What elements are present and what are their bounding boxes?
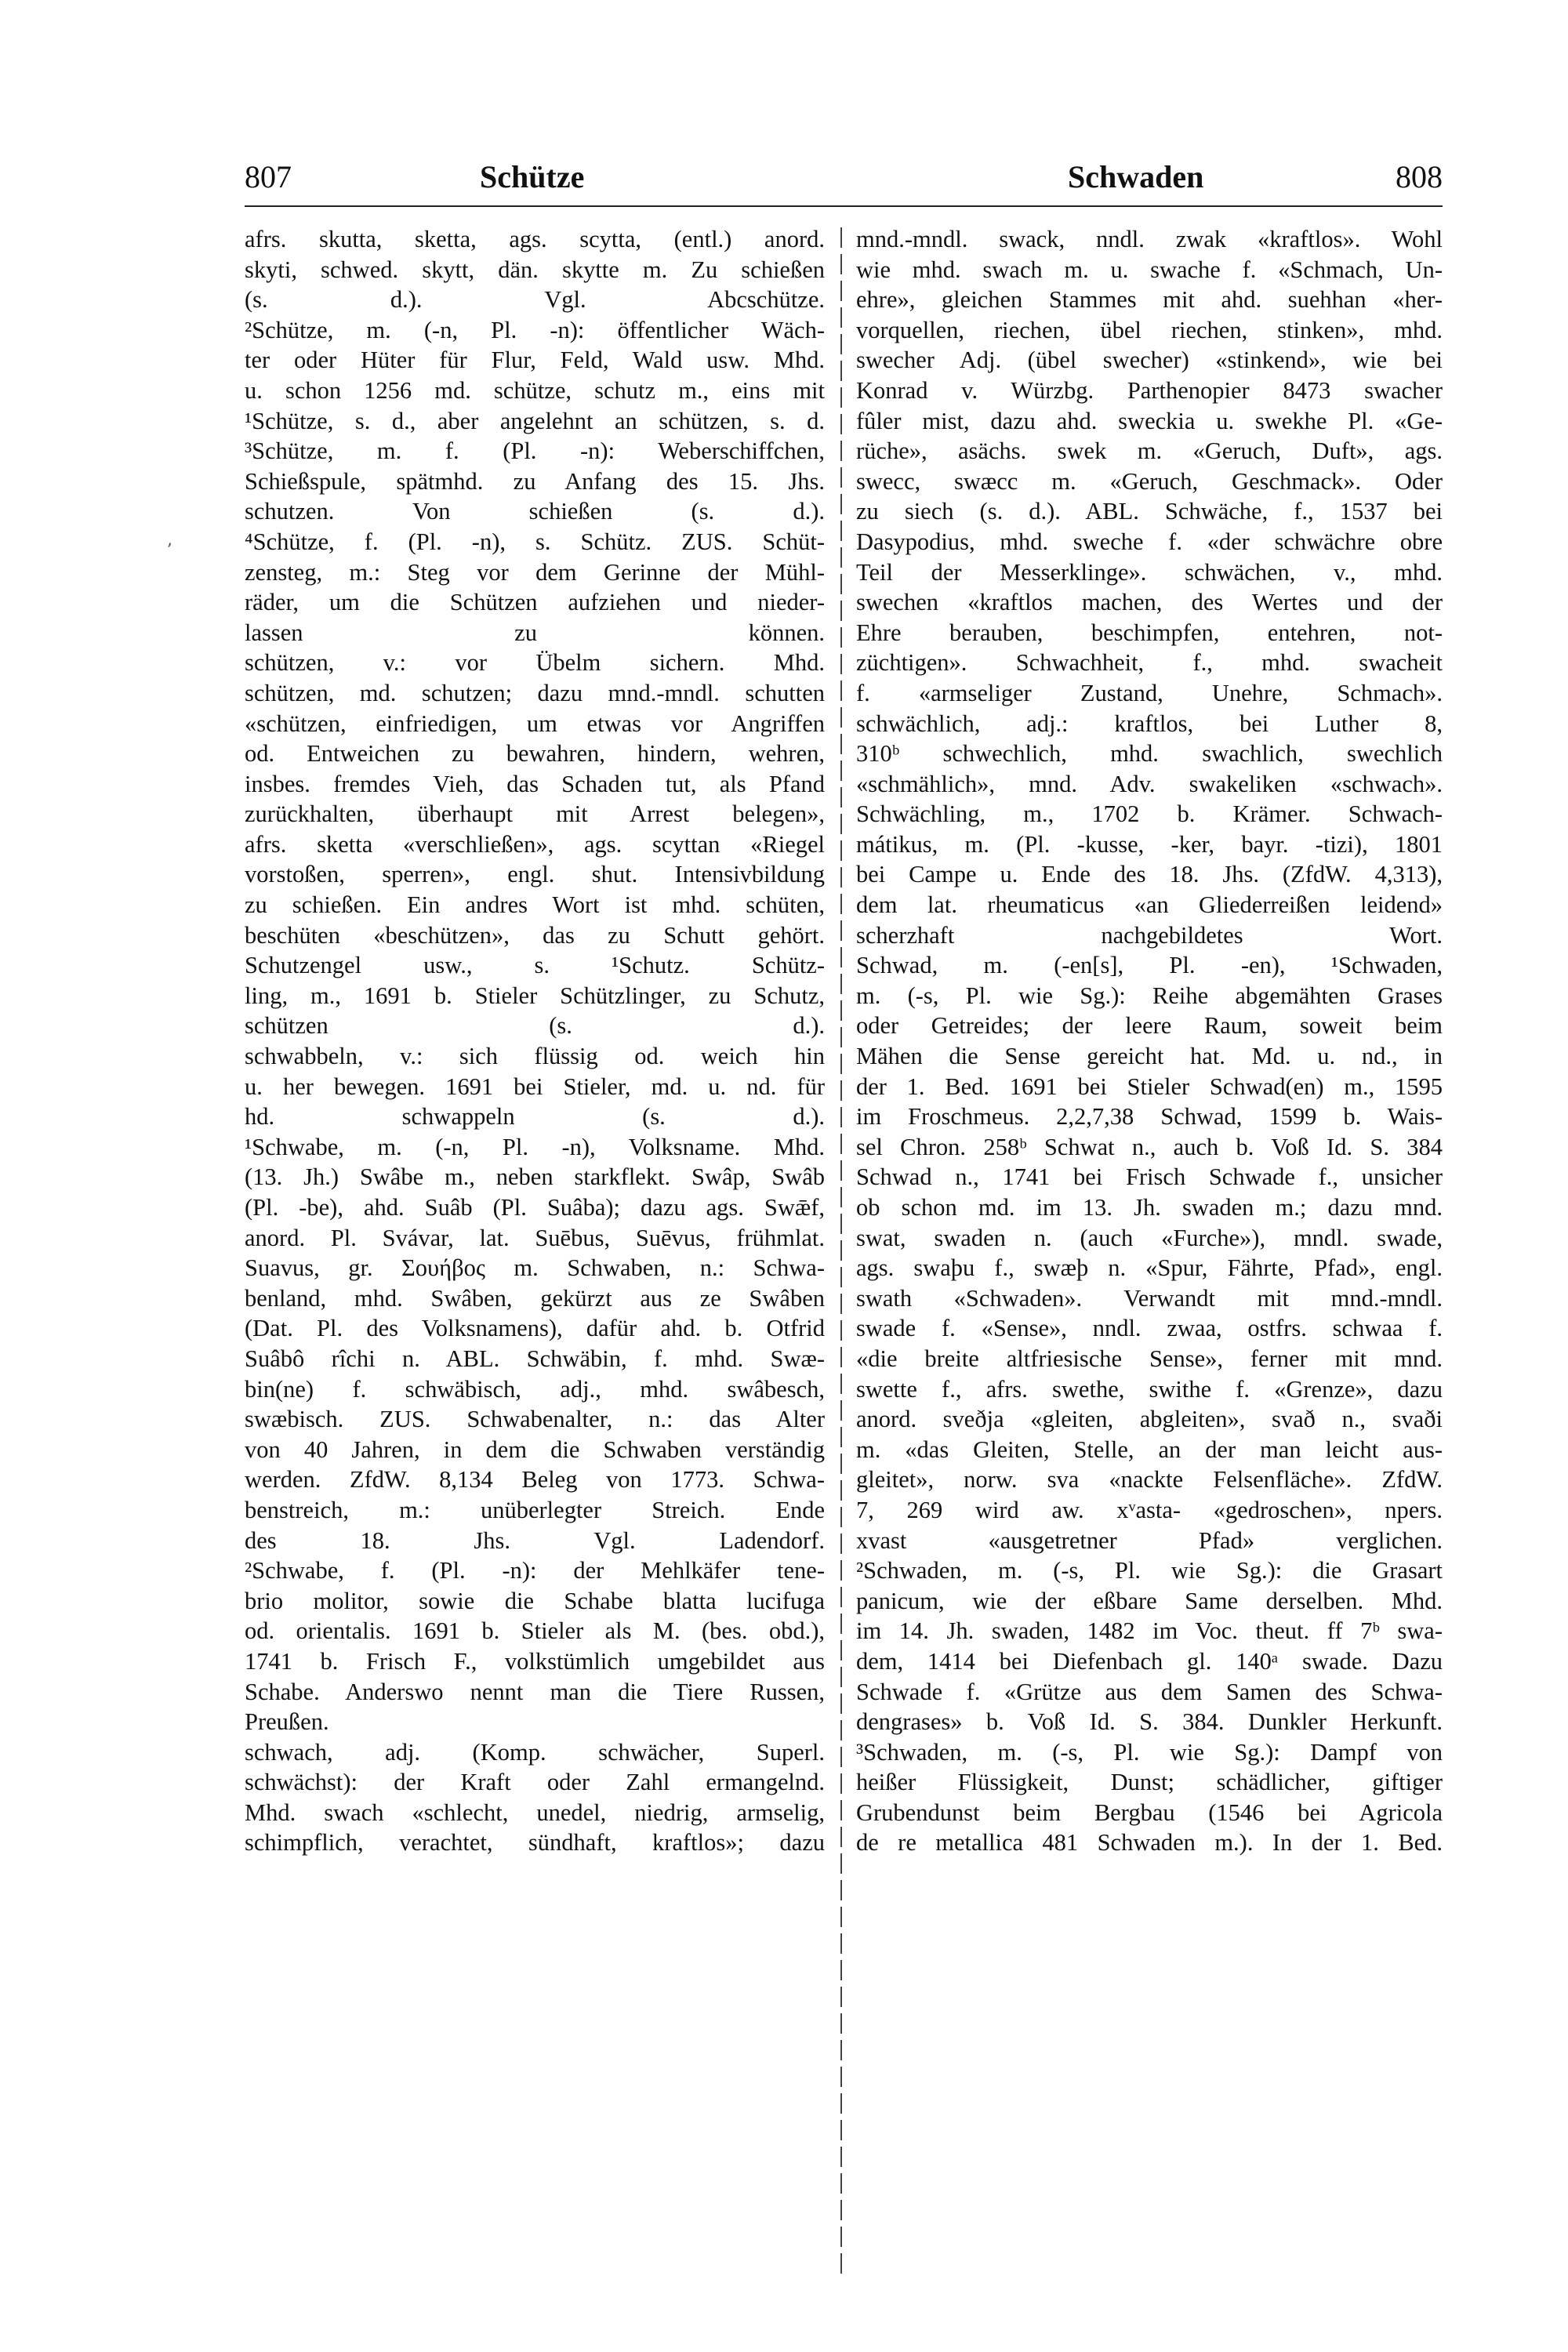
text-line: «die breite altfriesische Sense», ferner mit mnd. (856, 1345, 1443, 1372)
text-line: swath «Schwaden». Verwandt mit mnd.-mndl. (856, 1284, 1443, 1312)
text-line: rüche», asächs. swek m. «Geruch, Duft», ags. (856, 437, 1443, 465)
text-line: bei Campe u. Ende des 18. Jhs. (ZfdW. 4,313), (856, 861, 1443, 888)
text-line: insbes. fremdes Vieh, das Schaden tut, als Pfand (245, 770, 825, 797)
text-line: des 18. Jhs. Vgl. Ladendorf. (245, 1526, 825, 1554)
text-line: 1741 b. Frisch F., volkstümlich umgebildet aus (245, 1647, 825, 1675)
text-line: Konrad v. Würzbg. Parthenopier 8473 swacher (856, 376, 1443, 404)
text-line: (13. Jh.) Swâbe m., neben starkflekt. Swâp, Swâb (245, 1163, 825, 1191)
text-line: bin(ne) f. schwäbisch, adj., mhd. swâbesch, (245, 1375, 825, 1403)
text-line: 310ᵇ schwechlich, mhd. swachlich, swechlich (856, 740, 1443, 768)
header-rule (245, 205, 1443, 207)
text-line: dem, 1414 bei Diefenbach gl. 140ᵃ swade. Dazu (856, 1647, 1443, 1675)
left-page-number: 807 (245, 159, 292, 194)
text-line: od. orientalis. 1691 b. Stieler als M. (bes. obd.), (245, 1617, 825, 1645)
text-line: (s. d.). Vgl. Abcschütze. (245, 286, 825, 314)
left-running-headword: Schütze (480, 159, 585, 194)
text-line: «schützen, einfriedigen, um etwas vor Angriffen (245, 710, 825, 737)
text-line: schützen (s. d.). (245, 1012, 825, 1040)
text-line: Preußen. (245, 1708, 329, 1736)
right-column (856, 224, 1443, 1858)
text-line: scherzhaft nachgebildetes Wort. (856, 921, 1443, 949)
text-line: swechen «kraftlos machen, des Wertes und der (856, 589, 1443, 616)
text-line: (Dat. Pl. des Volksnamens), dafür ahd. b. Otfrid (245, 1315, 825, 1342)
left-column (245, 224, 825, 1858)
text-line: swæbisch. ZUS. Schwabenalter, n.: das Alter (245, 1406, 825, 1433)
text-line: vorstoßen, sperren», engl. shut. Intensivbildung (245, 861, 825, 888)
text-line: Mhd. swach «schlecht, unedel, niedrig, armselig, (245, 1798, 825, 1826)
text-line: ³Schwaden, m. (-s, Pl. wie Sg.): Dampf von (856, 1738, 1443, 1766)
text-line: dengrases» b. Voß Id. S. 384. Dunkler Herkunft. (856, 1708, 1443, 1736)
text-line: Schwächling, m., 1702 b. Krämer. Schwach- (856, 800, 1443, 828)
text-line: werden. ZfdW. 8,134 Beleg von 1773. Schwa- (245, 1466, 825, 1494)
text-line: ³Schütze, m. f. (Pl. -n): Weberschiffchen, (245, 437, 825, 465)
text-line: mnd.-mndl. swack, nndl. zwak «kraftlos». Wohl (856, 226, 1443, 252)
text-line: Suavus, gr. Σουήβος m. Schwaben, n.: Schwa- (245, 1254, 825, 1282)
text-line: der 1. Bed. 1691 bei Stieler Schwad(en) m., 1595 (856, 1073, 1443, 1100)
text-line: schützen, md. schutzen; dazu mnd.-mndl. schutten (245, 679, 825, 706)
text-line: zu schießen. Ein andres Wort ist mhd. schüten, (245, 891, 825, 919)
text-line: zensteg, m.: Steg vor dem Gerinne der Mühl- (245, 558, 825, 586)
text-line: brio molitor, sowie die Schabe blatta lucifuga (245, 1587, 825, 1614)
text-line: ¹Schwabe, m. (-n, Pl. -n), Volksname. Mhd. (245, 1133, 825, 1160)
text-line: schwabbeln, v.: sich flüssig od. weich hin (245, 1043, 825, 1070)
text-line: swette f., afrs. swethe, swithe f. «Grenze», dazu (856, 1375, 1443, 1403)
text-line: züchtigen». Schwachheit, f., mhd. swacheit (856, 649, 1443, 677)
text-line: lassen zu können. (245, 619, 825, 646)
text-line: zurückhalten, überhaupt mit Arrest belegen», (245, 800, 825, 828)
text-line: swat, swaden n. (auch «Furche»), mndl. swade, (856, 1224, 1443, 1251)
text-line: Grubendunst beim Bergbau (1546 bei Agricola (856, 1798, 1443, 1826)
text-line: beschüten «beschützen», das zu Schutt gehört. (245, 921, 825, 949)
text-line: anord. Pl. Svávar, lat. Suēbus, Suēvus, frühmlat. (245, 1224, 825, 1251)
text-line: Schießspule, spätmhd. zu Anfang des 15. Jhs. (245, 467, 825, 495)
text-line: m. «das Gleiten, Stelle, an der man leicht aus- (856, 1436, 1443, 1463)
text-line: schimpflich, verachtet, sündhaft, kraftlos»; dazu (245, 1829, 825, 1857)
text-line: von 40 Jahren, in dem die Schwaben verständig (245, 1436, 825, 1463)
text-line: gleitet», norw. sva «nackte Felsenfläche». ZfdW. (856, 1466, 1443, 1494)
text-line: xvast «ausgetretner Pfad» verglichen. (856, 1526, 1443, 1554)
text-line: schwächst): der Kraft oder Zahl ermangelnd. (245, 1769, 825, 1796)
text-line: heißer Flüssigkeit, Dunst; schädlicher, giftiger (856, 1769, 1443, 1796)
text-line: od. Entweichen zu bewahren, hindern, wehren, (245, 740, 825, 768)
text-line: Teil der Messerklinge». schwächen, v., mhd. (856, 558, 1443, 586)
text-line: ehre», gleichen Stammes mit ahd. suehhan «her- (856, 286, 1443, 314)
text-line: swecher Adj. (übel swecher) «stinkend», wie bei (856, 347, 1443, 374)
text-line: Schwade f. «Grütze aus dem Samen des Schwa- (856, 1678, 1443, 1705)
text-line: Mähen die Sense gereicht hat. Md. u. nd., in (856, 1043, 1443, 1070)
text-line: benstreich, m.: unüberlegter Streich. Ende (245, 1496, 825, 1523)
right-page-number: 808 (1396, 159, 1443, 194)
margin-mark: ʼ (166, 541, 172, 561)
text-line: hd. schwappeln (s. d.). (245, 1103, 825, 1131)
text-line: zu siech (s. d.). ABL. Schwäche, f., 1537 bei (856, 498, 1443, 525)
text-line: wie mhd. swach m. u. swache f. «Schmach, Un- (856, 256, 1443, 283)
text-line: m. (-s, Pl. wie Sg.): Reihe abgemähten Grases (856, 982, 1443, 1009)
text-line: Schwad n., 1741 bei Frisch Schwade f., unsicher (856, 1163, 1443, 1191)
text-line: räder, um die Schützen aufziehen und nieder- (245, 589, 825, 616)
text-line: schutzen. Von schießen (s. d.). (245, 498, 825, 525)
text-line: ags. swaþu f., swæþ n. «Spur, Fährte, Pfad», engl. (856, 1254, 1443, 1282)
text-line: ²Schwaden, m. (-s, Pl. wie Sg.): die Grasart (856, 1557, 1443, 1584)
text-line: Schwad, m. (-en[s], Pl. -en), ¹Schwaden, (856, 952, 1443, 979)
text-line: swade f. «Sense», nndl. zwaa, ostfrs. schwaa f. (856, 1315, 1443, 1342)
page-header (245, 154, 1443, 209)
text-line: de re metallica 481 Schwaden m.). In der 1. Bed. (856, 1829, 1443, 1857)
text-line: dem lat. rheumaticus «an Gliederreißen leidend» (856, 891, 1443, 919)
text-line: ⁴Schütze, f. (Pl. -n), s. Schütz. ZUS. Schüt- (245, 528, 825, 555)
text-line: «schmählich», mnd. Adv. swakeliken «schwach». (856, 770, 1443, 797)
text-line: vorquellen, riechen, übel riechen, stinken», mhd. (856, 316, 1443, 343)
text-line: (Pl. -be), ahd. Suâb (Pl. Suâba); dazu ags. Swǣf, (245, 1194, 825, 1221)
text-line: u. schon 1256 md. schütze, schutz m., eins mit (245, 376, 825, 404)
text-line: Schutzengel usw., s. ¹Schutz. Schütz- (245, 952, 825, 979)
text-line: oder Getreides; der leere Raum, soweit beim (856, 1012, 1443, 1040)
text-line: swecc, swæcc m. «Geruch, Geschmack». Oder (856, 467, 1443, 495)
text-line: Schabe. Anderswo nennt man die Tiere Russen, (245, 1678, 825, 1705)
text-line: Ehre berauben, beschimpfen, entehren, not- (856, 619, 1443, 646)
right-running-headword: Schwaden (1068, 159, 1204, 194)
text-line: f. «armseliger Zustand, Unehre, Schmach». (856, 679, 1443, 706)
text-line: fûler mist, dazu ahd. sweckia u. swekhe Pl. «Ge- (856, 407, 1443, 434)
text-line: ²Schütze, m. (-n, Pl. -n): öffentlicher Wäch- (245, 316, 825, 343)
text-line: afrs. skutta, sketta, ags. scytta, (entl.) anord. (245, 226, 825, 252)
text-line: ling, m., 1691 b. Stieler Schützlinger, zu Schutz, (245, 982, 825, 1009)
text-line: u. her bewegen. 1691 bei Stieler, md. u. nd. für (245, 1073, 825, 1100)
text-line: schützen, v.: vor Übelm sichern. Mhd. (245, 649, 825, 677)
column-divider (840, 227, 842, 2274)
text-line: anord. sveðja «gleiten, abgleiten», svað n., svaði (856, 1406, 1443, 1433)
text-line: skyti, schwed. skytt, dän. skytte m. Zu schießen (245, 256, 825, 283)
text-line: schwächlich, adj.: kraftlos, bei Luther 8, (856, 710, 1443, 737)
text-line: mátikus, m. (Pl. -kusse, -ker, bayr. -tizi), 1801 (856, 830, 1443, 858)
text-line: ob schon md. im 13. Jh. swaden m.; dazu mnd. (856, 1194, 1443, 1221)
text-line: sel Chron. 258ᵇ Schwat n., auch b. Voß Id. S. 384 (856, 1133, 1443, 1160)
text-line: schwach, adj. (Komp. schwächer, Superl. (245, 1738, 825, 1766)
text-line: im 14. Jh. swaden, 1482 im Voc. theut. ff 7ᵇ swa- (856, 1617, 1443, 1645)
text-line: panicum, wie der eßbare Same derselben. Mhd. (856, 1587, 1443, 1614)
text-line: 7, 269 wird aw. xᵛasta- «gedroschen», npers. (856, 1496, 1443, 1523)
text-line: ²Schwabe, f. (Pl. -n): der Mehlkäfer tene- (245, 1557, 825, 1584)
text-line: benland, mhd. Swâben, gekürzt aus ze Swâben (245, 1284, 825, 1312)
text-line: ¹Schütze, s. d., aber angelehnt an schützen, s. d. (245, 407, 825, 434)
text-line: im Froschmeus. 2,2,7,38 Schwad, 1599 b. Wais- (856, 1103, 1443, 1131)
text-line: Suâbô rîchi n. ABL. Schwäbin, f. mhd. Swæ- (245, 1345, 825, 1372)
text-line: ter oder Hüter für Flur, Feld, Wald usw. Mhd. (245, 347, 825, 374)
text-line: Dasypodius, mhd. sweche f. «der schwächre obre (856, 528, 1443, 555)
text-line: afrs. sketta «verschließen», ags. scyttan «Riegel (245, 830, 825, 858)
